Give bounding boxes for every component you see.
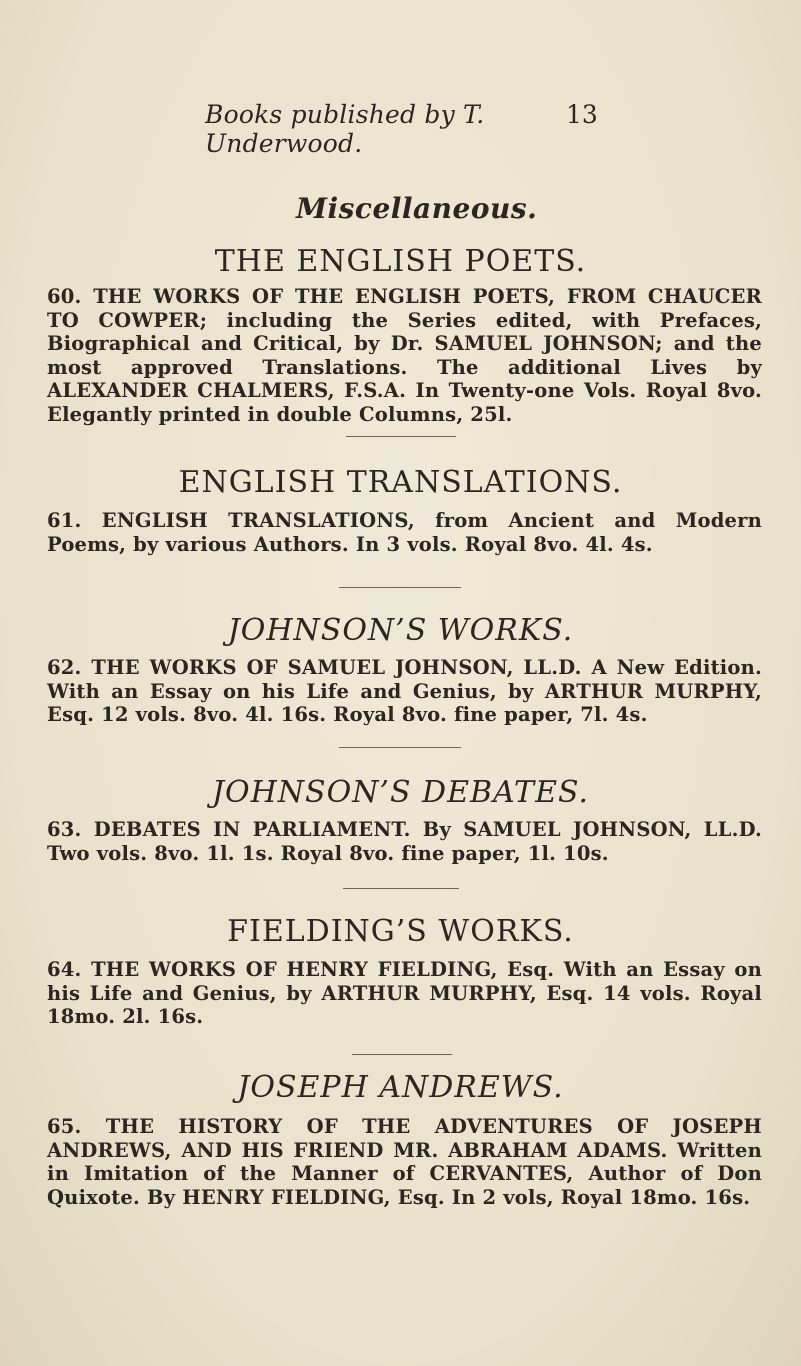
section-heading-johnsons-debates: JOHNSON’S DEBATES. [211,775,589,810]
entry-61: 61. ENGLISH TRANSLATIONS, from Ancient and Modern Poems, by various Authors. In 3 vols. Royal 8vo. 4l. 4s. [47,509,762,556]
entry-63: 63. DEBATES IN PARLIAMENT. By SAMUEL JOHNSON, LL.D. Two vols. 8vo. 1l. 1s. Royal 8vo. fine paper, 1l. 10s. [47,818,762,865]
section-heading-english-translations: ENGLISH TRANSLATIONS. [178,465,623,500]
divider [339,587,461,588]
entry-64: 64. THE WORKS OF HENRY FIELDING, Esq. With an Essay on his Life and Genius, by ARTHUR MURPHY, Esq. 14 vols. Royal 18mo. 2l. 16s. [47,958,762,1029]
section-heading-fieldings-works: FIELDING’S WORKS. [227,914,574,949]
divider [343,888,459,889]
entry-60: 60. THE WORKS OF THE ENGLISH POETS, FROM CHAUCER TO COWPER; including the Series edited, with Prefaces, Biographical and Critical, by Dr. SAMUEL JOHNSON; and the most approved Translations. The additional Lives by ALEXANDER CHALMERS, F.S.A. In Twenty-one Vols. Royal 8vo. Elegantly printed in double Columns, 25l. [47,285,762,426]
section-heading-johnsons-works: JOHNSON’S WORKS. [227,613,574,648]
entry-65: 65. THE HISTORY OF THE ADVENTURES OF JOSEPH ANDREWS, AND HIS FRIEND MR. ABRAHAM ADAMS. Written in Imitation of the Manner of CERVANTES, Author of Don Quixote. By HENRY FIELDING, Esq. In 2 vols, Royal 18mo. 16s. [47,1115,762,1209]
divider [339,747,461,748]
running-title: Books published by T. Underwood. [205,100,485,158]
section-heading-joseph-andrews: JOSEPH ANDREWS. [237,1070,564,1105]
divider [346,436,456,437]
divider [352,1054,452,1055]
section-heading-english-poets: THE ENGLISH POETS. [214,244,587,279]
entry-62: 62. THE WORKS OF SAMUEL JOHNSON, LL.D. A New Edition. With an Essay on his Life and Genius, by ARTHUR MURPHY, Esq. 12 vols. 8vo. 4l. 16s. Royal 8vo. fine paper, 7l. 4s. [47,656,762,727]
category-heading: Miscellaneous. [296,192,538,225]
page-number: 13 [566,100,598,129]
